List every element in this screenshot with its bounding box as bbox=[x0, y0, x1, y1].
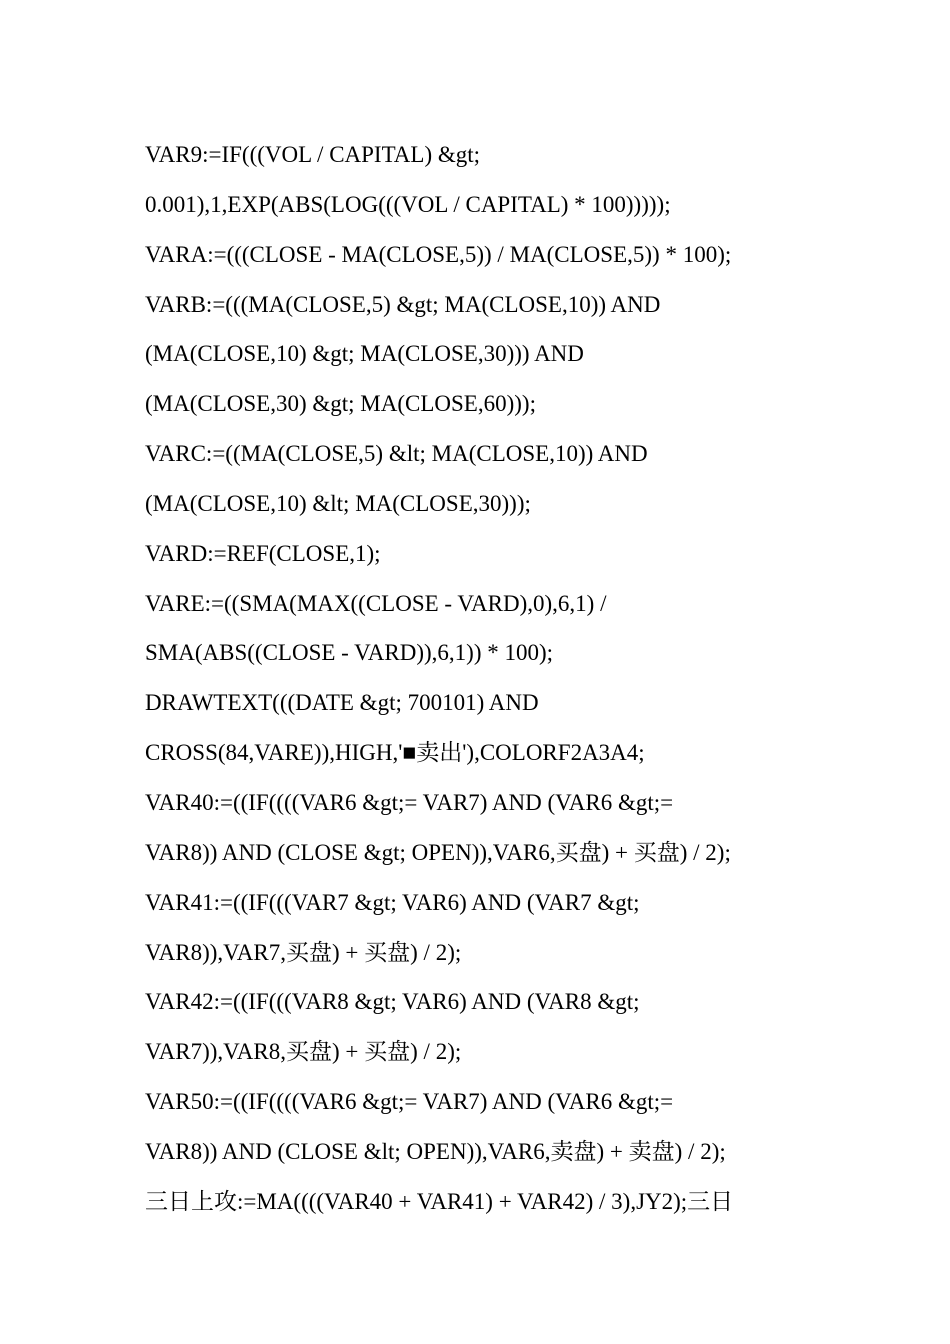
code-line: VARE:=((SMA(MAX((CLOSE - VARD),0),6,1) / bbox=[145, 590, 607, 616]
code-line: 三日上攻:=MA((((VAR40 + VAR41) + VAR42) / 3),JY2);三日 bbox=[145, 1188, 734, 1214]
code-line: VAR8)) AND (CLOSE &gt; OPEN)),VAR6,买盘) + 买盘) / 2); bbox=[145, 839, 731, 865]
code-line: VARC:=((MA(CLOSE,5) &lt; MA(CLOSE,10)) AND bbox=[145, 441, 648, 467]
code-line: DRAWTEXT(((DATE &gt; 700101) AND bbox=[145, 690, 539, 716]
code-line: VARD:=REF(CLOSE,1); bbox=[145, 540, 381, 566]
code-line: (MA(CLOSE,30) &gt; MA(CLOSE,60))); bbox=[145, 391, 536, 417]
code-line: VAR9:=IF(((VOL / CAPITAL) &gt; bbox=[145, 142, 481, 167]
code-line: VARB:=(((MA(CLOSE,5) &gt; MA(CLOSE,10)) AND bbox=[145, 291, 661, 317]
code-line: VAR50:=((IF((((VAR6 &gt;= VAR7) AND (VAR6 &gt;= bbox=[145, 1089, 674, 1115]
code-line: VAR7)),VAR8,买盘) + 买盘) / 2); bbox=[145, 1039, 462, 1065]
code-line: VAR8)) AND (CLOSE &lt; OPEN)),VAR6,卖盘) + 卖盘) / 2); bbox=[145, 1138, 726, 1164]
code-line: VAR41:=((IF(((VAR7 &gt; VAR6) AND (VAR7 &gt; bbox=[145, 889, 640, 915]
code-line: VAR8)),VAR7,买盘) + 买盘) / 2); bbox=[145, 939, 462, 965]
code-line: 0.001),1,EXP(ABS(LOG(((VOL / CAPITAL) * 100))))); bbox=[145, 191, 671, 217]
code-line: VARA:=(((CLOSE - MA(CLOSE,5)) / MA(CLOSE,5)) * 100); bbox=[145, 241, 732, 267]
code-line: VAR40:=((IF((((VAR6 &gt;= VAR7) AND (VAR6 &gt;= bbox=[145, 789, 674, 815]
code-line: SMA(ABS((CLOSE - VARD)),6,1)) * 100); bbox=[145, 640, 554, 666]
code-line: VAR42:=((IF(((VAR8 &gt; VAR6) AND (VAR8 &gt; bbox=[145, 989, 640, 1015]
code-line: (MA(CLOSE,10) &lt; MA(CLOSE,30))); bbox=[145, 490, 531, 516]
code-listing bbox=[145, 130, 825, 1227]
code-line: CROSS(84,VARE)),HIGH,'■卖出'),COLORF2A3A4; bbox=[145, 740, 645, 766]
code-line: (MA(CLOSE,10) &gt; MA(CLOSE,30))) AND bbox=[145, 341, 584, 367]
